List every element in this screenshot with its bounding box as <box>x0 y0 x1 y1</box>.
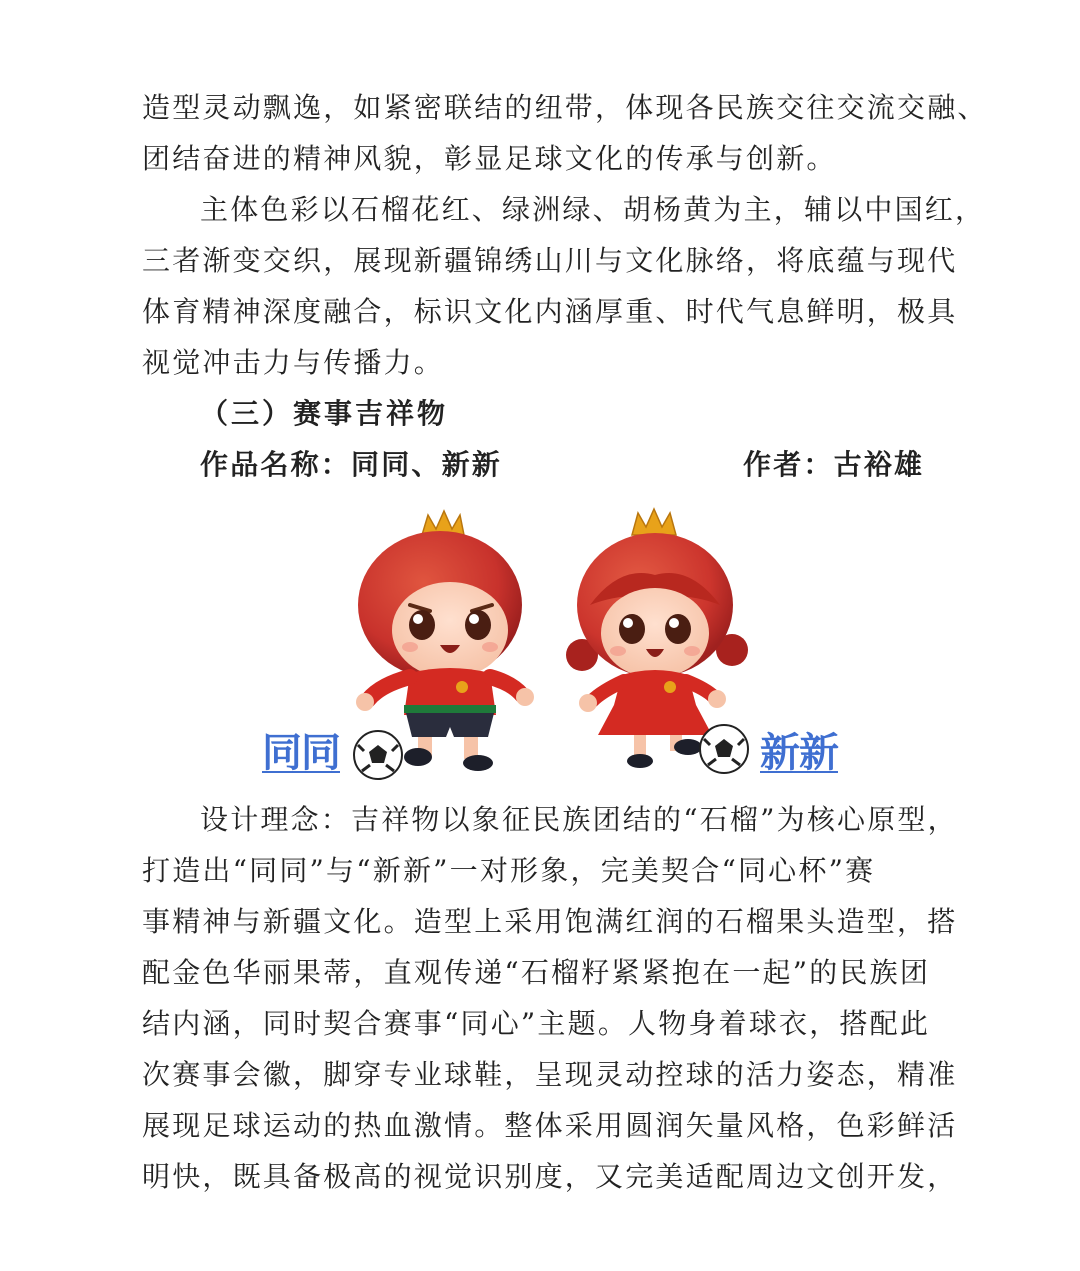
section-heading: （三）赛事吉祥物 <box>200 397 449 430</box>
paragraph-line: 设计理念：吉祥物以象征民族团结的“石榴”为核心原型， <box>200 803 958 836</box>
paragraph-line: 团结奋进的精神风貌，彰显足球文化的传承与创新。 <box>142 142 837 175</box>
paragraph-line: 视觉冲击力与传播力。 <box>142 346 445 379</box>
soccer-ball-icon <box>700 725 748 773</box>
work-name: 作品名称：同同、新新 <box>200 448 503 481</box>
paragraph-line: 造型灵动飘逸，如紧密联结的纽带，体现各民族交往交流交融、 <box>142 91 988 124</box>
soccer-ball-icon <box>354 731 402 779</box>
paragraph-line: 展现足球运动的热血激情。整体采用圆润矢量风格，色彩鲜活 <box>142 1109 958 1142</box>
paragraph-line: 明快，既具备极高的视觉识别度，又完美适配周边文创开发， <box>142 1160 958 1193</box>
paragraph-line: 次赛事会徽，脚穿专业球鞋，呈现灵动控球的活力姿态，精准 <box>142 1058 958 1091</box>
work-meta <box>200 445 940 485</box>
mascot-label-tongtong: 同同 <box>262 730 340 776</box>
mascot-figure <box>250 505 850 780</box>
paragraph-line: 体育精神深度融合，标识文化内涵厚重、时代气息鲜明，极具 <box>142 295 958 328</box>
paragraph-line: 事精神与新疆文化。造型上采用饱满红润的石榴果头造型，搭 <box>142 905 958 938</box>
paragraph-line: 结内涵，同时契合赛事“同心”主题。人物身着球衣，搭配此 <box>142 1007 931 1040</box>
paragraph-line: 打造出“同同”与“新新”一对形象，完美契合“同心杯”赛 <box>142 854 876 887</box>
paragraph-line: 三者渐变交织，展现新疆锦绣山川与文化脉络，将底蕴与现代 <box>142 244 958 277</box>
paragraph-line: 主体色彩以石榴花红、绿洲绿、胡杨黄为主，辅以中国红， <box>200 193 986 226</box>
paragraph-line: 配金色华丽果蒂，直观传递“石榴籽紧紧抱在一起”的民族团 <box>142 956 931 989</box>
work-author: 作者：古裕雄 <box>743 448 925 481</box>
mascot-label-xinxin: 新新 <box>760 730 838 776</box>
